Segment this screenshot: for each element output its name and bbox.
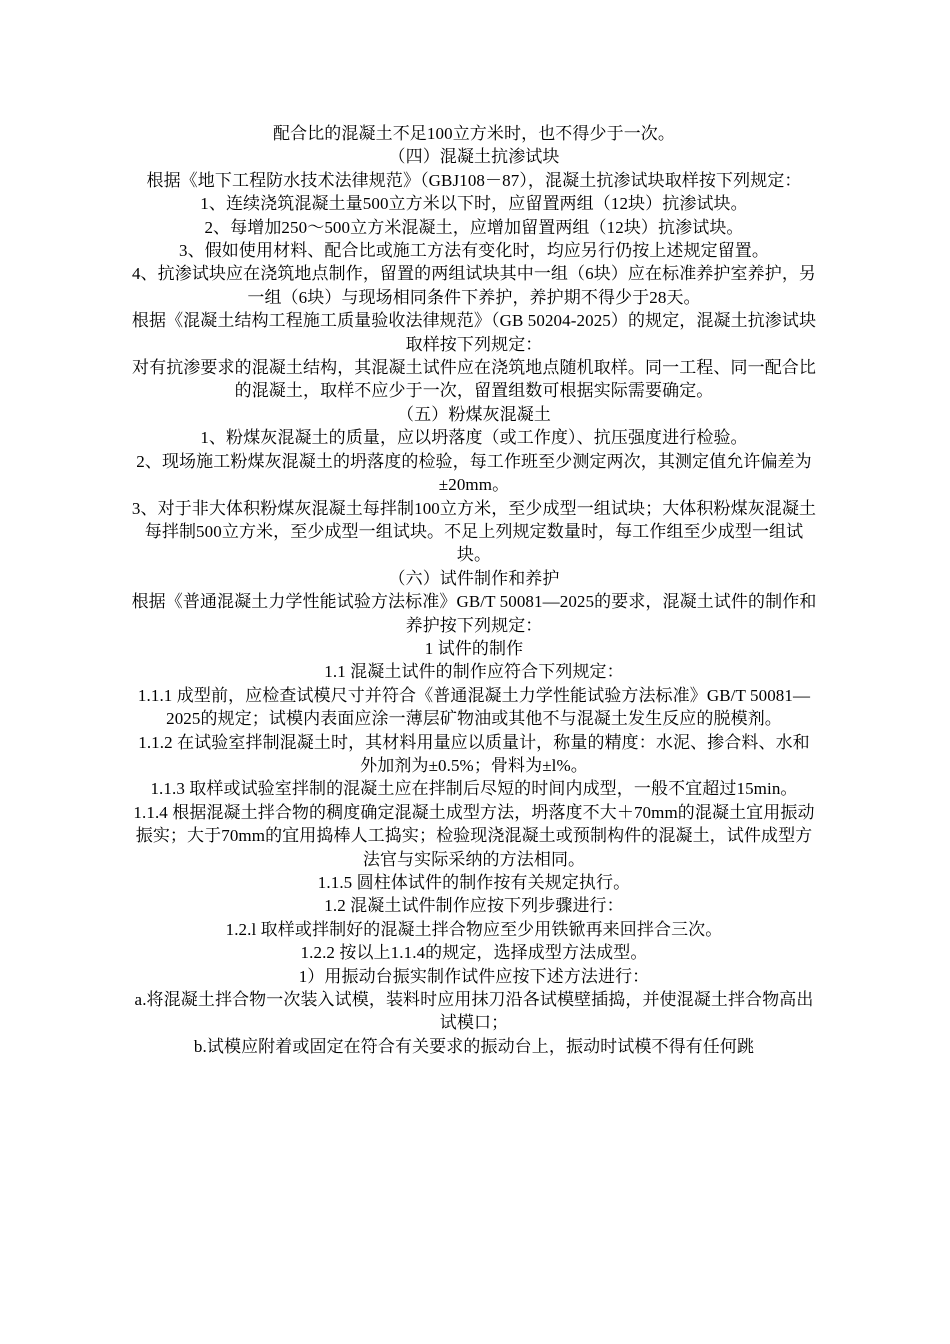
paragraph: 3、对于非大体积粉煤灰混凝土每拌制100立方米，至少成型一组试块；大体积粉煤灰混凝土每拌制500立方米，至少成型一组试块。不足上列规定数量时，每工作组至少成型一组试块。: [131, 498, 817, 565]
paragraph: 1.1 混凝土试件的制作应符合下列规定：: [324, 662, 624, 682]
paragraph: 1.1.3 取样或试验室拌制的混凝土应在拌制后尽短的时间内成型，一般不宜超过15min。: [150, 779, 798, 799]
section-heading-6: （六）试件制作和养护: [388, 568, 560, 588]
paragraph: 3、假如使用材料、配合比或施工方法有变化时，均应另行仍按上述规定留置。: [179, 241, 769, 261]
paragraph: 根据《普通混凝土力学性能试验方法标准》GB/T 50081—2025的要求，混凝土试件的制作和养护按下列规定：: [131, 592, 817, 635]
paragraph: 1）用振动台振实制作试件应按下述方法进行：: [298, 966, 650, 986]
paragraph: 根据《混凝土结构工程施工质量验收法律规范》（GB 50204-2025）的规定，混凝土抗渗试块取样按下列规定：: [131, 311, 817, 354]
subheading: 1 试件的制作: [424, 638, 524, 658]
paragraph: b.试模应附着或固定在符合有关要求的振动台上，振动时试模不得有任何跳: [193, 1036, 755, 1056]
paragraph: 2、现场施工粉煤灰混凝土的坍落度的检验，每工作班至少测定两次，其测定值允许偏差为±20mm。: [136, 451, 812, 495]
paragraph: 1.1.5 圆柱体试件的制作按有关规定执行。: [317, 873, 631, 892]
paragraph: 1.1.2 在试验室拌制混凝土时，其材料用量应以质量计，称量的精度：水泥、掺合料、水和外加剂为±0.5%；骨料为±l%。: [138, 732, 810, 775]
paragraph: 4、抗渗试块应在浇筑地点制作，留置的两组试块其中一组（6块）应在标准养护室养护，另一组（6块）与现场相同条件下养护，养护期不得少于28天。: [131, 264, 817, 307]
paragraph: 1.2.l 取样或拌制好的混凝土拌合物应至少用铁锨再来回拌合三次。: [225, 919, 723, 939]
section-heading-5: （五）粉煤灰混凝土: [397, 404, 551, 424]
paragraph: 2、每增加250～500立方米混凝土，应增加留置两组（12块）抗渗试块。: [204, 217, 744, 237]
paragraph: 配合比的混凝土不足100立方米时，也不得少于一次。: [273, 124, 675, 143]
paragraph: 1.1.4 根据混凝土拌合物的稠度确定混凝土成型方法，坍落度不大＋70mm的混凝土宜用振动振实；大于70mm的宜用捣棒人工捣实；检验现浇混凝土或预制构件的混凝土，试件成型方法官与实际采纳的方法相同。: [133, 802, 815, 869]
paragraph: 1.2.2 按以上1.1.4的规定，选择成型方法成型。: [300, 943, 648, 963]
paragraph: 1.2 混凝土试件制作应按下列步骤进行：: [324, 896, 624, 916]
paragraph: 对有抗渗要求的混凝土结构，其混凝土试件应在浇筑地点随机取样。同一工程、同一配合比的混凝土，取样不应少于一次，留置组数可根据实际需要确定。: [132, 358, 816, 401]
paragraph: 1、粉煤灰混凝土的质量，应以坍落度（或工作度）、抗压强度进行检验。: [200, 428, 748, 448]
paragraph: 1.1.1 成型前，应检查试模尺寸并符合《普通混凝土力学性能试验方法标准》GB/T 50081—2025的规定；试模内表面应涂一薄层矿物油或其他不与混凝土发生反应的脱模剂。: [137, 685, 811, 729]
paragraph: 根据《地下工程防水技术法律规范》（GBJ108－87），混凝土抗渗试块取样按下列规定：: [146, 170, 802, 190]
section-heading-4: （四）混凝土抗渗试块: [388, 147, 560, 167]
document-body: [130, 122, 818, 1058]
paragraph: a.将混凝土拌合物一次装入试模，装料时应用抹刀沿各试模壁插捣，并使混凝土拌合物高出试模口；: [134, 990, 814, 1033]
paragraph: 1、连续浇筑混凝土量500立方米以下时，应留置两组（12块）抗渗试块。: [200, 194, 748, 214]
